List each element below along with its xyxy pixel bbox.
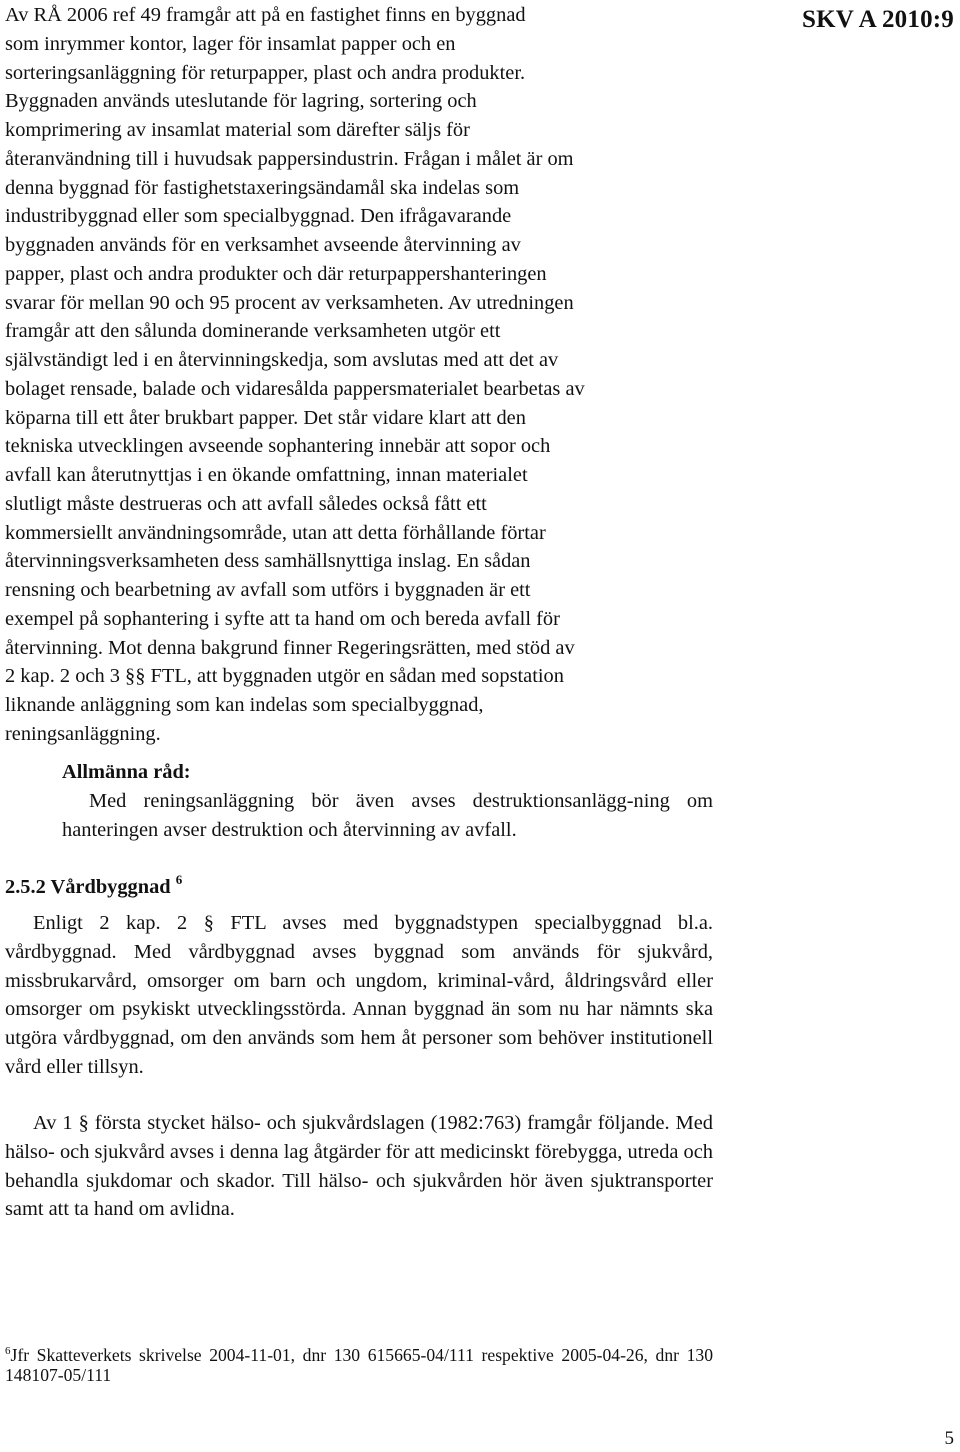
section-paragraph-1: Enligt 2 kap. 2 § FTL avses med byggnadstypen specialbyggnad bl.a. vårdbyggnad. Med vårdbyggnad avses byggnad som används för sjukvård, missbrukarvård, omsorger om barn och ungdom, kriminal-vård, åldringsvård eller omsorger om psykiskt utvecklingsstörda. Annan byggnad än som nu har nämnts ska utgöra vårdbyggnad, om den används som hem åt personer som behöver institutionell vård eller tillsyn. <box>5 912 713 1078</box>
general-advice-text: Med reningsanläggning bör även avses destruktionsanlägg-ning om hanteringen avser destruktion och återvinning av avfall. <box>62 790 713 841</box>
document-code: SKV A 2010:9 <box>802 6 954 33</box>
page-number: 5 <box>944 1428 954 1449</box>
footnote-reference[interactable]: 6 <box>175 872 183 887</box>
section-heading <box>5 872 182 899</box>
section-paragraph-2: Av 1 § första stycket hälso- och sjukvårdslagen (1982:763) framgår följande. Med hälso- och sjukvård avses i denna lag åtgärder för att medicinskt förebygga, utreda och behandla sjukdomar och skador. Till hälso- och sjukvården hör även sjuktransporter samt att ta hand om avlidna. <box>5 1112 713 1221</box>
general-advice-heading: Allmänna råd: <box>62 761 191 783</box>
section-title: 2.5.2 Vårdbyggnad <box>5 876 171 898</box>
footnote-text: Jfr Skatteverkets skrivelse 2004-11-01, dnr 130 615665-04/111 respektive 2005-04-26, dnr 130 148107-05/111 <box>5 1345 713 1385</box>
footnote-marker: 6 <box>5 1345 11 1357</box>
footnote <box>5 1341 713 1385</box>
case-paragraph: Av RÅ 2006 ref 49 framgår att på en fastighet finns en byggnad som inrymmer kontor, lager för insamlat papper och en sorteringsanläggning för returpapper, plast och andra produkter. Byggnaden används uteslutande för lagring, sortering och komprimering av insamlat material som därefter säljs för återanvändning till i huvudsak pappersindustrin. Frågan i målet är om denna byggnad för fastighetstaxeringsändamål ska indelas som industribyggnad eller som specialbyggnad. Den ifrågavarande byggnaden används för en verksamhet avseende återvinning av papper, plast och andra produkter och där returpappershanteringen svarar för mellan 90 och 95 procent av verksamheten. Av utredningen framgår att den sålunda dominerande verksamheten utgör ett självständigt led i en återvinningskedja, som avslutas med att det av bolaget rensade, balade och vidaresålda pappersmaterialet bearbetas av köparna till ett åter brukbart papper. Det står vidare klart att den tekniska utvecklingen avseende sophantering innebär att sopor och avfall kan återutnyttjas i en ökande omfattning, innan materialet slutligt måste destrueras och att avfall således också fått ett kommersiellt användningsområde, utan att detta förhållande förtar återvinningsverksamheten dess samhällsnyttiga inslag. En sådan rensning och bearbetning av avfall som utförs i byggnaden är ett exempel på sophantering i syfte att ta hand om och bereda avfall för återvinning. Mot denna bakgrund finner Regeringsrätten, med stöd av 2 kap. 2 och 3 §§ FTL, att byggnaden utgör en sådan med sopstation liknande anläggning som kan indelas som specialbyggnad, reningsanläggning. <box>5 4 585 745</box>
